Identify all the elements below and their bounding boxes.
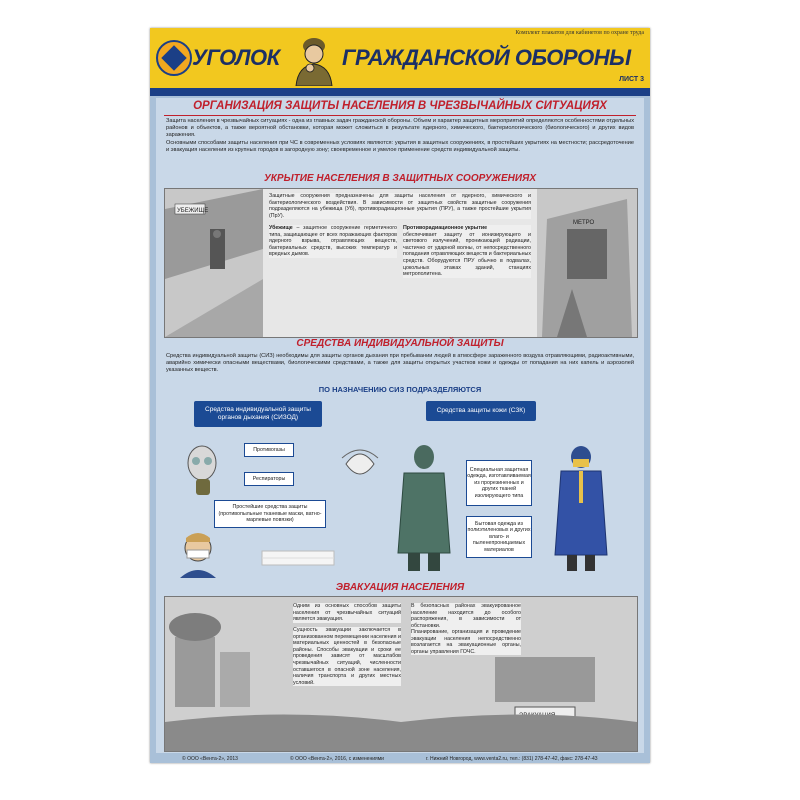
intro-paragraph-1: Защита населения в чрезвычайных ситуациях - одна из главных задач гражданской обороны. Объем и характер защитных мероприятий определяются особенностями отдельных районов и объектов, а также вероятной обстановки, которая может сложиться в результате ядерного, химического, бактериологического (биологического) и других видов заражения.	[166, 118, 634, 138]
simple-means-box: Простейшие средства защиты (противопыльные тканевые маски, ватно-марлевые повязки)	[214, 500, 326, 528]
evac-text-2: Сущность эвакуации заключается в организованном перемещении населения и материальных ценностей в безопасные районы. Способы эвакуации и сроки ее проведения зависят от масштабов чрезвычайных ситуаций, численности оставшегося в опасной зоне населения, наличия транспорта и других местных условий.	[293, 627, 401, 686]
siz-text: Средства индивидуальной защиты (СИЗ) необходимы для защиты органов дыхания при пребывании людей в атмосфере зараженного воздуха отравляющими, радиоактивными, аварийно химически опасными веществами, биологическими средствами, а также для защиты открытых участков кожи и одежды от попадания на них капель и аэрозолей указанных веществ.	[166, 353, 634, 373]
evac-text-4: Планирование, организация и проведение эвакуации населения непосредственно возлагается на эвакуационные органы, органы управления ГОЧС.	[411, 629, 521, 655]
special-clothing-box: Специальная защитная одежда, изготавливаемая из прорезиненных и других тканей изолирующего типа	[466, 460, 532, 506]
raincoat-figure	[551, 443, 611, 573]
evac-text-3: В безопасных районах эвакуированное население находится до особого распоряжения, в зависимости от обстановки.	[411, 603, 521, 629]
ubezhishe-label: Убежище	[269, 225, 293, 231]
gauze-bandage-icon	[256, 543, 340, 573]
ubezhishe-description: – защитное сооружение герметичного типа, защищающее от всех поражающих факторов ядерного взрыва, отравляющих веществ, бактериальных средств, высоких температур и вредных дымов.	[269, 225, 397, 258]
evac-title: ЭВАКУАЦИЯ НАСЕЛЕНИЯ	[335, 582, 465, 593]
title-rule	[164, 115, 636, 116]
gas-mask-icon	[176, 443, 228, 503]
shelter-sign: УБЕЖИЩЕ	[177, 208, 209, 214]
header-title-left: УГОЛОК	[192, 45, 280, 70]
evac-panel	[164, 596, 638, 752]
footer	[150, 756, 650, 763]
header-title-right: ГРАЖДАНСКОЙ ОБОРОНЫ	[342, 45, 631, 70]
metro-station-illustration	[537, 189, 637, 337]
civil-defense-emblem-icon	[156, 40, 192, 76]
shelter-entrance-illustration	[165, 189, 263, 337]
footer-copyright-2: © ООО «Вента-2», 2016, с изменениями	[290, 756, 384, 762]
header-note: Комплект плакатов для кабинетов по охране труда	[515, 30, 644, 36]
soldier-figure-icon	[290, 32, 338, 86]
gas-masks-box: Противогазы	[244, 443, 294, 457]
content-area	[156, 98, 644, 753]
ubezhishe-text	[269, 225, 397, 258]
szk-box: Средства защиты кожи (СЗК)	[426, 401, 536, 421]
evac-text-1: Одним из основных способов защиты населения от чрезвычайных ситуаций является эвакуация.	[293, 603, 401, 623]
header-stripe	[150, 88, 650, 96]
household-clothing-box: Бытовая одежда из полиэтиленовых и других влаго- и пыленепроницаемых материалов	[466, 516, 532, 558]
pru-text	[403, 225, 531, 278]
sizod-box: Средства индивидуальной защиты органов дыхания (СИЗОД)	[194, 401, 322, 427]
shelter-panel	[164, 188, 638, 338]
sheet-number: ЛИСТ 3	[619, 76, 644, 83]
evacuation-illustration	[165, 597, 637, 751]
pru-label: Противорадиационное укрытие	[403, 225, 488, 231]
intro-paragraph-2: Основными способами защиты населения при ЧС в современных условиях являются: укрытия в защитных сооружениях, в простейших укрытиях на местности; рассредоточение и эвакуация населения из крупных городов в загородную зону; своевременное и умелое применение средств индивидуальной защиты.	[166, 140, 634, 153]
metro-sign: МЕТРО	[573, 220, 595, 226]
respirator-icon	[340, 442, 380, 486]
protective-suit-figure	[394, 443, 454, 573]
footer-copyright-1: © ООО «Вента-2», 2013	[182, 756, 238, 762]
pru-description: обеспечивает защиту от ионизирующего и светового излучений, проникающей радиации, частично от ударной волны, от непосредственного попадания отравляющих веществ и бактериальных средств. Оборудуются ПРУ обычно в подвалах, цокольных этажах зданий, станциях метрополитена.	[403, 231, 531, 278]
respirators-box: Респираторы	[244, 472, 294, 486]
header-bar	[150, 28, 650, 88]
person-with-bandage-icon	[176, 528, 220, 578]
poster	[150, 28, 650, 763]
shelter-main-text: Защитные сооружения предназначены для защиты населения от ядерного, химического и бактериологического воздействия. В зависимости от защитных свойств защитные сооружения подразделяются на убежища (Уб), противорадиационные укрытия (ПРУ), а также простейшие укрытия (ПрУ).	[269, 193, 531, 219]
main-title: ОРГАНИЗАЦИЯ ЗАЩИТЫ НАСЕЛЕНИЯ В ЧРЕЗВЫЧАЙНЫХ СИТУАЦИЯХ	[193, 100, 607, 112]
siz-title: СРЕДСТВА ИНДИВИДУАЛЬНОЙ ЗАЩИТЫ	[296, 338, 504, 349]
footer-contacts: г. Нижний Новгород, www.venta2.ru, тел.: (831) 278-47-42, факс: 278-47-43	[426, 756, 598, 762]
shelter-title: УКРЫТИЕ НАСЕЛЕНИЯ В ЗАЩИТНЫХ СООРУЖЕНИЯХ	[264, 173, 536, 184]
siz-subtitle: ПО НАЗНАЧЕНИЮ СИЗ ПОДРАЗДЕЛЯЮТСЯ	[318, 385, 482, 394]
